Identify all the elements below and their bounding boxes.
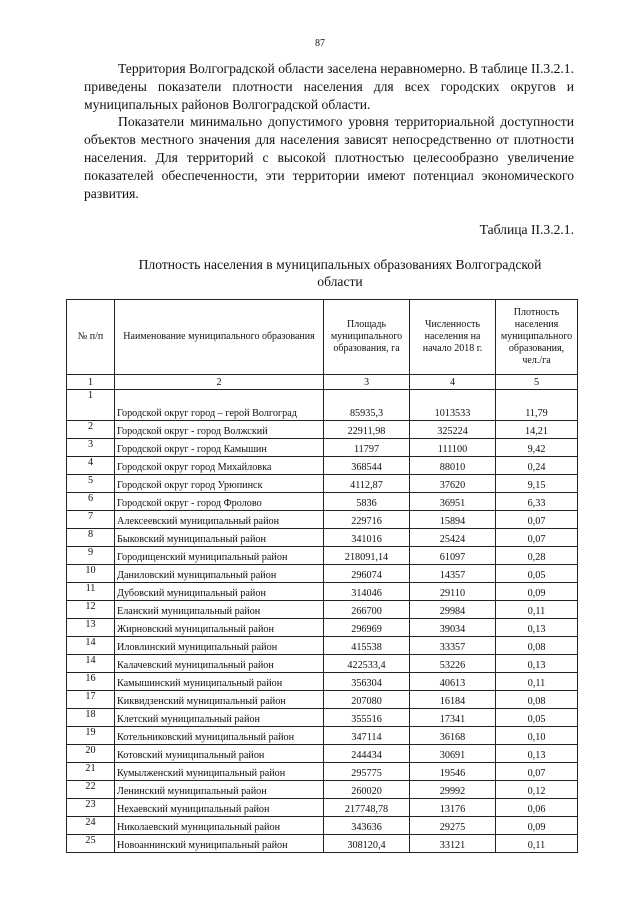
- column-number: 2: [115, 375, 324, 390]
- column-number: 3: [324, 375, 410, 390]
- row-name: Алексеевский муниципальный район: [115, 511, 324, 529]
- row-area: 343636: [324, 817, 410, 835]
- header-area: Площадь муниципального образования, га: [324, 300, 410, 375]
- table-row: [67, 745, 578, 763]
- paragraph-1: Территория Волгоградской области заселена неравномерно. В таблице II.3.2.1. приведены показатели плотности населения для всех городских округов и муниципальных районов Волгоградской области.: [84, 61, 574, 112]
- row-number: 24: [67, 817, 115, 835]
- row-area: 207080: [324, 691, 410, 709]
- row-population: 19546: [410, 763, 496, 781]
- table-row: [67, 781, 578, 799]
- row-area: 347114: [324, 727, 410, 745]
- table-row: [67, 727, 578, 745]
- row-area: 296969: [324, 619, 410, 637]
- row-population: 325224: [410, 421, 496, 439]
- row-number: 5: [67, 475, 115, 493]
- row-population: 36951: [410, 493, 496, 511]
- row-population: 111100: [410, 439, 496, 457]
- row-density: 0,10: [496, 727, 578, 745]
- row-population: 29110: [410, 583, 496, 601]
- row-number: 17: [67, 691, 115, 709]
- row-area: 5836: [324, 493, 410, 511]
- row-name: Городской округ - город Волжский: [115, 421, 324, 439]
- row-population: 14357: [410, 565, 496, 583]
- row-area: 308120,4: [324, 835, 410, 853]
- table-row: [67, 655, 578, 673]
- row-area: 341016: [324, 529, 410, 547]
- row-population: 33357: [410, 637, 496, 655]
- table-row: [67, 493, 578, 511]
- header-name: Наименование муниципального образования: [115, 300, 324, 375]
- table-row: [67, 439, 578, 457]
- table-row: [67, 601, 578, 619]
- row-number: 20: [67, 745, 115, 763]
- table-row: [67, 475, 578, 493]
- row-area: 368544: [324, 457, 410, 475]
- row-area: 260020: [324, 781, 410, 799]
- table-body: [67, 390, 578, 853]
- body-text: [84, 60, 574, 202]
- page-number: 87: [315, 38, 325, 49]
- row-population: 61097: [410, 547, 496, 565]
- row-density: 0,07: [496, 511, 578, 529]
- row-area: 356304: [324, 673, 410, 691]
- row-number: 2: [67, 421, 115, 439]
- row-number: 12: [67, 601, 115, 619]
- row-number: 3: [67, 439, 115, 457]
- row-density: 0,12: [496, 781, 578, 799]
- row-population: 53226: [410, 655, 496, 673]
- table-row: [67, 637, 578, 655]
- row-density: 0,13: [496, 619, 578, 637]
- row-population: 29275: [410, 817, 496, 835]
- row-number: 6: [67, 493, 115, 511]
- row-density: 0,13: [496, 745, 578, 763]
- row-area: 295775: [324, 763, 410, 781]
- row-population: 29984: [410, 601, 496, 619]
- row-area: 355516: [324, 709, 410, 727]
- row-population: 29992: [410, 781, 496, 799]
- density-table: [66, 299, 578, 853]
- row-name: Быковский муниципальный район: [115, 529, 324, 547]
- row-number: 19: [67, 727, 115, 745]
- row-number: 25: [67, 835, 115, 853]
- row-area: 244434: [324, 745, 410, 763]
- row-area: 217748,78: [324, 799, 410, 817]
- row-density: 0,09: [496, 817, 578, 835]
- row-name: Еланский муниципальный район: [115, 601, 324, 619]
- row-number: 14: [67, 655, 115, 673]
- row-number: 9: [67, 547, 115, 565]
- row-density: 0,08: [496, 637, 578, 655]
- row-name: Городской округ город – герой Волгоград: [115, 390, 324, 421]
- table-row: [67, 390, 578, 421]
- row-area: 4112,87: [324, 475, 410, 493]
- row-number: 16: [67, 673, 115, 691]
- row-area: 22911,98: [324, 421, 410, 439]
- table-row: [67, 691, 578, 709]
- row-name: Нехаевский муниципальный район: [115, 799, 324, 817]
- row-density: 0,05: [496, 565, 578, 583]
- row-area: 422533,4: [324, 655, 410, 673]
- row-name: Ленинский муниципальный район: [115, 781, 324, 799]
- row-number: 10: [67, 565, 115, 583]
- column-number: 5: [496, 375, 578, 390]
- row-name: Даниловский муниципальный район: [115, 565, 324, 583]
- row-number: 22: [67, 781, 115, 799]
- table-row: [67, 799, 578, 817]
- row-area: 85935,3: [324, 390, 410, 421]
- table-row: [67, 619, 578, 637]
- row-area: 229716: [324, 511, 410, 529]
- row-density: 9,15: [496, 475, 578, 493]
- table-header-row: [67, 300, 578, 375]
- table-caption: Таблица II.3.2.1.: [479, 222, 574, 237]
- table-row: [67, 547, 578, 565]
- row-name: Городищенский муниципальный район: [115, 547, 324, 565]
- row-name: Дубовский муниципальный район: [115, 583, 324, 601]
- row-density: 0,07: [496, 529, 578, 547]
- row-number: 11: [67, 583, 115, 601]
- row-density: 0,11: [496, 835, 578, 853]
- row-number: 1: [67, 390, 115, 421]
- row-area: 218091,14: [324, 547, 410, 565]
- row-name: Котельниковский муниципальный район: [115, 727, 324, 745]
- row-name: Николаевский муниципальный район: [115, 817, 324, 835]
- row-density: 0,06: [496, 799, 578, 817]
- header-number: № п/п: [67, 300, 115, 375]
- header-population: Численность населения на начало 2018 г.: [410, 300, 496, 375]
- paragraph-2: Показатели минимально допустимого уровня территориальной доступности объектов местного значения для населения зависят непосредственно от плотности населения. Для территорий с высокой плотностью целесообразно увеличение показателей обеспеченности, эти территории имеют потенциал экономического развития.: [84, 114, 574, 201]
- table-title: Плотность населения в муниципальных образованиях Волгоградской области: [138, 257, 542, 289]
- row-number: 8: [67, 529, 115, 547]
- row-name: Калачевский муниципальный район: [115, 655, 324, 673]
- row-name: Городской округ город Михайловка: [115, 457, 324, 475]
- row-name: Клетский муниципальный район: [115, 709, 324, 727]
- row-population: 16184: [410, 691, 496, 709]
- row-number: 7: [67, 511, 115, 529]
- row-name: Жирновский муниципальный район: [115, 619, 324, 637]
- row-population: 30691: [410, 745, 496, 763]
- row-density: 0,07: [496, 763, 578, 781]
- row-density: 0,09: [496, 583, 578, 601]
- table-row: [67, 511, 578, 529]
- row-density: 0,08: [496, 691, 578, 709]
- row-density: 0,28: [496, 547, 578, 565]
- row-population: 25424: [410, 529, 496, 547]
- row-density: 0,24: [496, 457, 578, 475]
- row-number: 21: [67, 763, 115, 781]
- row-name: Городской округ город Урюпинск: [115, 475, 324, 493]
- table-row: [67, 457, 578, 475]
- row-population: 15894: [410, 511, 496, 529]
- table-row: [67, 565, 578, 583]
- row-population: 88010: [410, 457, 496, 475]
- row-number: 13: [67, 619, 115, 637]
- table-row: [67, 529, 578, 547]
- row-name: Городской округ - город Фролово: [115, 493, 324, 511]
- table-row: [67, 835, 578, 853]
- row-name: Кумылженский муниципальный район: [115, 763, 324, 781]
- row-number: 14: [67, 637, 115, 655]
- header-density: Плотность населения муниципального образования, чел./га: [496, 300, 578, 375]
- row-density: 9,42: [496, 439, 578, 457]
- row-name: Киквидзенский муниципальный район: [115, 691, 324, 709]
- row-area: 415538: [324, 637, 410, 655]
- row-name: Иловлинский муниципальный район: [115, 637, 324, 655]
- row-population: 39034: [410, 619, 496, 637]
- row-area: 314046: [324, 583, 410, 601]
- row-area: 266700: [324, 601, 410, 619]
- row-density: 6,33: [496, 493, 578, 511]
- row-population: 1013533: [410, 390, 496, 421]
- column-number: 4: [410, 375, 496, 390]
- row-number: 4: [67, 457, 115, 475]
- row-density: 0,13: [496, 655, 578, 673]
- row-population: 33121: [410, 835, 496, 853]
- row-density: 0,11: [496, 673, 578, 691]
- table-row: [67, 673, 578, 691]
- column-number-row: [67, 375, 578, 390]
- row-number: 18: [67, 709, 115, 727]
- row-area: 296074: [324, 565, 410, 583]
- row-density: 0,05: [496, 709, 578, 727]
- row-population: 13176: [410, 799, 496, 817]
- row-name: Камышинский муниципальный район: [115, 673, 324, 691]
- table-row: [67, 709, 578, 727]
- table-row: [67, 817, 578, 835]
- row-population: 17341: [410, 709, 496, 727]
- row-density: 14,21: [496, 421, 578, 439]
- row-density: 0,11: [496, 601, 578, 619]
- row-density: 11,79: [496, 390, 578, 421]
- table-row: [67, 763, 578, 781]
- column-number: 1: [67, 375, 115, 390]
- row-name: Городской округ - город Камышин: [115, 439, 324, 457]
- row-number: 23: [67, 799, 115, 817]
- row-area: 11797: [324, 439, 410, 457]
- row-population: 36168: [410, 727, 496, 745]
- row-name: Новоаннинский муниципальный район: [115, 835, 324, 853]
- row-population: 37620: [410, 475, 496, 493]
- row-population: 40613: [410, 673, 496, 691]
- row-name: Котовский муниципальный район: [115, 745, 324, 763]
- table-row: [67, 421, 578, 439]
- table-row: [67, 583, 578, 601]
